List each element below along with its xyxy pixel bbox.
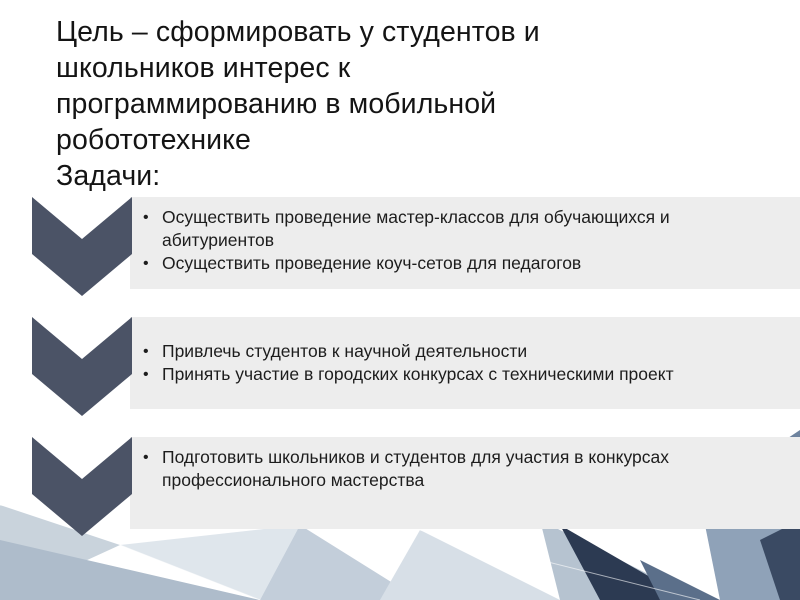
task-list [140,206,800,275]
list-item [140,206,800,252]
task-list [140,446,800,492]
list-item [140,340,800,363]
task-text: профессионального мастерства [162,470,425,490]
bullet-icon: • [143,366,149,383]
page-title [56,14,786,194]
title-line: программированию в мобильной [56,88,497,120]
bullet-icon: • [143,255,149,272]
list-item [140,363,800,386]
bullet-icon: • [143,449,149,466]
task-text: Подготовить школьников и студентов для участия в конкурсах [162,447,669,467]
bullet-icon: • [143,343,149,360]
task-text: Принять участие в городских конкурсах с техническими проект [162,364,674,384]
task-text: Осуществить проведение коуч-сетов для педагогов [162,253,582,273]
tasks-heading: Задачи: [56,160,161,192]
task-list [140,340,800,386]
task-text: Осуществить проведение мастер-классов для обучающихся и [162,207,670,227]
task-text: Привлечь студентов к научной деятельности [162,341,528,361]
title-line: Цель – сформировать у студентов и [56,16,540,48]
list-item [140,252,800,275]
title-line: школьников интерес к [56,52,351,84]
chevron-icon [32,197,132,296]
chevron-icon [32,437,132,536]
bullet-icon: • [143,209,149,226]
chevron-icon [32,317,132,416]
task-text: абитуриентов [162,230,275,250]
list-item [140,446,800,492]
title-line: робототехнике [56,124,252,156]
